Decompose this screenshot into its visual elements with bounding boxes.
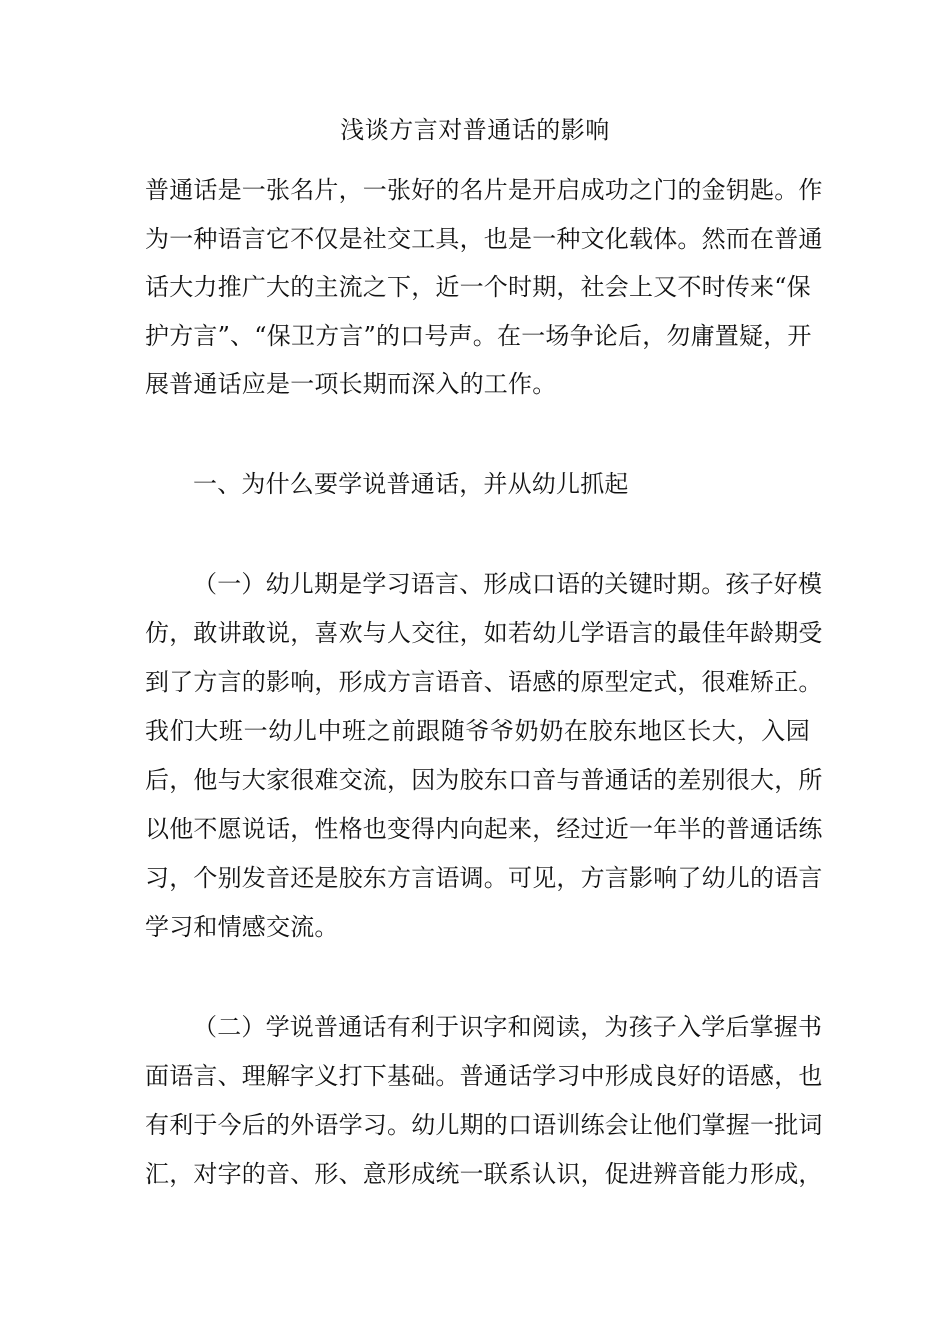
intro-line-2: 为一种语言它不仅是社交工具，也是一种文化载体。然而在普通 (145, 225, 823, 253)
intro-line-4: 护方言”、“保卫方言”的口号声。在一场争论后，勿庸置疑，开 (145, 322, 812, 350)
para2-line-1: （二）学说普通话有利于识字和阅读，为孩子入学后掌握书 (193, 1013, 823, 1041)
para2-line-4: 汇，对字的音、形、意形成统一联系认识，促进辨音能力形成， (145, 1160, 823, 1188)
intro-line-1: 普通话是一张名片，一张好的名片是开启成功之门的金钥匙。作 (145, 176, 823, 204)
section-heading: 一、为什么要学说普通话，并从幼儿抓起 (193, 470, 629, 498)
para1-line-3: 到了方言的影响，形成方言语音、语感的原型定式，很难矫正。 (145, 668, 823, 696)
para1-line-8: 学习和情感交流。 (145, 913, 339, 941)
para2-line-2: 面语言、理解字义打下基础。普通话学习中形成良好的语感，也 (145, 1062, 823, 1090)
para1-line-6: 以他不愿说话，性格也变得内向起来，经过近一年半的普通话练 (145, 815, 823, 843)
para1-line-5: 后，他与大家很难交流，因为胶东口音与普通话的差别很大，所 (145, 766, 823, 794)
para1-line-7: 习，个别发音还是胶东方言语调。可见，方言影响了幼儿的语言 (145, 864, 823, 892)
document-title: 浅谈方言对普通话的影响 (340, 116, 610, 144)
intro-line-3: 话大力推广大的主流之下，近一个时期，社会上又不时传来“保 (145, 273, 811, 301)
para1-line-2: 仿，敢讲敢说，喜欢与人交往，如若幼儿学语言的最佳年龄期受 (145, 619, 823, 647)
para2-line-3: 有利于今后的外语学习。幼儿期的口语训练会让他们掌握一批词 (145, 1111, 823, 1139)
para1-line-1: （一）幼儿期是学习语言、形成口语的关键时期。孩子好模 (193, 570, 823, 598)
intro-line-5: 展普通话应是一项长期而深入的工作。 (145, 370, 557, 398)
para1-line-4: 我们大班一幼儿中班之前跟随爷爷奶奶在胶东地区长大，入园 (145, 717, 810, 745)
